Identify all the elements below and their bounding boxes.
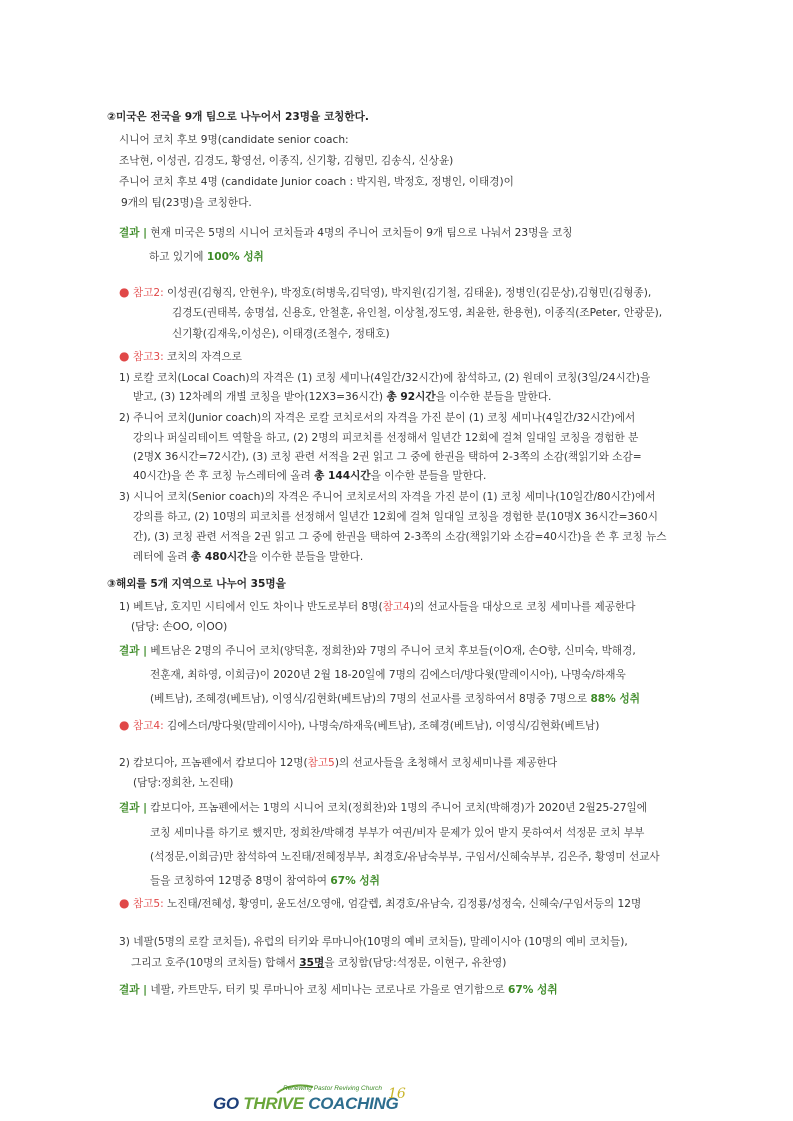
reference-2-line-2: 김경도(권태복, 송명섭, 신용호, 안철훈, 유인철, 이상철,정도영, 최윤한, 한용현), 이종직(조Peter, 안광문),	[172, 307, 663, 319]
reference-text: 코치의 자격으로	[163, 351, 243, 363]
reference-2-line-1	[119, 285, 651, 300]
bullet-icon: ●	[119, 718, 130, 732]
section-heading-usa: ②미국은 전국을 9개 팀으로 나누어서 23명을 코칭한다.	[107, 111, 369, 123]
cambodia-result-line-3: (석정문,이희금)만 참석하여 노진태/전혜정부부, 최경호/유남숙부부, 구임서/신혜숙부부, 김은주, 황영미 선교사	[150, 851, 660, 863]
bullet-icon: ●	[119, 285, 130, 299]
reference-4-line	[119, 718, 599, 733]
hours-total: 총 92시간	[386, 391, 436, 403]
bullet-icon: ●	[119, 896, 130, 910]
result-text: 현재 미국은 5명의 시니어 코치들과 4명의 주니어 코치들이 9개 팀으로 나눠서 23명을 코칭	[150, 227, 573, 239]
section-heading-overseas: ③해외를 5개 지역으로 나누어 35명을	[107, 578, 286, 590]
text-segment: 40시간)을 쓴 후 코칭 뉴스레터에 올려	[133, 470, 315, 482]
reference-label: 참고4:	[132, 720, 164, 732]
reference-label: 참고2:	[132, 287, 164, 299]
reference-text: 이성권(김형직, 안현우), 박정호(허병욱,김덕영), 박지원(김기철, 김태윤), 정병인(김문상),김형민(김형종),	[163, 287, 652, 299]
cambodia-result-line-1	[119, 801, 647, 815]
achievement-value: 100% 성취	[206, 251, 264, 263]
text-segment: 을 이수한 분들을 말한다.	[247, 551, 364, 563]
cambodia-line-1	[119, 756, 557, 770]
cambodia-result-line-2: 코칭 세미나를 하기로 했지만, 정희찬/박해경 부부가 여권/비자 문제가 있어 받지 못하여서 석정문 코치 부부	[150, 827, 645, 839]
result-label: 결과 |	[119, 227, 148, 239]
senior-coach-line-4	[133, 550, 363, 564]
logo-wordmark	[213, 1094, 398, 1114]
result-text: 캄보디아, 프놈펜에서는 1명의 시니어 코치(정희찬)와 1명의 주니어 코치(박해경)가 2020년 2월25-27일에	[147, 802, 647, 814]
vietnam-result-line-3	[150, 692, 640, 706]
vietnam-result-line-2: 전훈재, 최하영, 이희금)이 2020년 2월 18-20일에 7명의 김에스더/방다윗(말레이시아), 나명숙/하재욱	[150, 669, 626, 681]
senior-coach-line-2: 강의를 하고, (2) 10명의 피코치를 선정해서 일년간 12회에 걸쳐 일대일 코칭을 경험한 분(10명X 36시간=360시	[133, 511, 658, 523]
cambodia-result-line-4	[150, 874, 380, 888]
text-segment: 을 이수한 분들을 말한다.	[435, 391, 552, 403]
reference-text: 김에스더/방다윗(말레이시아), 나명숙/하재욱(베트남), 조혜경(베트남), 이영식/김현화(베트남)	[163, 720, 600, 732]
text-segment: 레터에 올려	[133, 551, 191, 563]
senior-coach-line-3: 간), (3) 코칭 관련 서적을 2권 읽고 그 중에 한권을 택하여 2-3쪽의 소감(책읽기와 소감=40시간)을 쓴 후 코칭 뉴스	[133, 531, 667, 543]
reference-5-line	[119, 896, 641, 911]
result-label: 결과 |	[119, 645, 148, 657]
text-segment: )의 선교사들을 대상으로 코칭 세미나를 제공한다	[409, 601, 636, 613]
hours-total: 총 480시간	[190, 551, 248, 563]
text-segment: 을 이수한 분들을 말한다.	[370, 470, 487, 482]
go-thrive-coaching-logo	[213, 1083, 413, 1117]
page-number: 16	[388, 1086, 406, 1102]
result-text: 네팔, 카트만두, 터키 및 루마니아 코칭 세미나는 코로나로 가을로 연기함으로	[147, 984, 509, 996]
logo-coaching: COACHING	[308, 1094, 399, 1113]
reference-2-line-3: 신기황(김재욱,이성은), 이태경(조철수, 정태호)	[172, 328, 390, 340]
vietnam-result-line-1	[119, 644, 636, 658]
senior-candidates-line: 시니어 코치 후보 9명(candidate senior coach:	[119, 134, 349, 146]
nepal-line-2	[131, 956, 506, 970]
result-label: 결과 |	[119, 984, 148, 996]
junior-candidates-line: 주니어 코치 후보 4명 (candidate Junior coach : 박지원, 박정호, 정병인, 이태경)이	[119, 176, 514, 188]
reference-label: 참고3:	[132, 351, 164, 363]
nepal-line-1: 3) 네팔(5명의 로칼 코치들), 유럽의 터키와 루마니아(10명의 예비 코치들), 말레이시아 (10명의 예비 코치들),	[119, 936, 628, 948]
local-coach-line-2	[133, 390, 551, 404]
senior-coach-line-1: 3) 시니어 코치(Senior coach)의 자격은 주니어 코치로서의 자격을 가진 분이 (1) 코칭 세미나(10일간/80시간)에서	[119, 491, 656, 503]
result-text: 하고 있기에	[149, 251, 207, 263]
reference-text: 노진태/전혜성, 황영미, 윤도선/오영애, 엄갈렙, 최경호/유남숙, 김정룡/성정숙, 신혜숙/구임서등의 12명	[163, 898, 642, 910]
achievement-value: 88% 성취	[590, 693, 640, 705]
achievement-value: 67% 성취	[330, 875, 380, 887]
usa-result-line-1	[119, 226, 572, 240]
junior-coach-line-1: 2) 주니어 코치(Junior coach)의 자격은 로칼 코치로서의 자격을 가진 분이 (1) 코칭 세미나(4일간/32시간)에서	[119, 412, 636, 424]
teams-line: 9개의 팀(23명)을 코칭한다.	[121, 197, 252, 209]
vietnam-line-2: (담당: 손OO, 이OO)	[131, 621, 228, 633]
reference-label: 참고5:	[132, 898, 164, 910]
text-segment: 1) 베트남, 호지민 시티에서 인도 차이나 반도로부터 8명(	[119, 601, 383, 613]
text-segment: 을 코칭함(담당:석정문, 이현구, 유찬영)	[324, 957, 507, 969]
logo-tagline: Renewing Pastor Reviving Church	[283, 1085, 382, 1092]
junior-coach-line-2: 강의나 퍼실리테이트 역할을 하고, (2) 2명의 피코치를 선정해서 일년간 12회에 걸쳐 일대일 코칭을 경험한 분	[133, 432, 639, 444]
reference-link: 참고4	[382, 601, 410, 613]
nepal-result-line	[119, 983, 558, 997]
reference-link: 참고5	[307, 757, 335, 769]
result-text: (베트남), 조혜경(베트남), 이영식/김현화(베트남)의 7명의 선교사를 코칭하여서 8명중 7명으로	[150, 693, 591, 705]
junior-coach-line-4	[133, 469, 486, 483]
logo-thrive: THRIVE	[243, 1094, 309, 1113]
logo-go: GO	[213, 1094, 244, 1113]
senior-candidates-names: 조낙현, 이성권, 김경도, 황영선, 이종직, 신기황, 김형민, 김송식, 신상윤)	[119, 155, 454, 167]
usa-result-line-2	[149, 250, 264, 264]
text-segment: 받고, (3) 12차례의 개별 코칭을 받아(12X3=36시간)	[133, 391, 387, 403]
text-segment: 그리고 호주(10명의 코치들) 합해서	[131, 957, 300, 969]
bullet-icon: ●	[119, 349, 130, 363]
result-label: 결과 |	[119, 802, 148, 814]
reference-3-line	[119, 349, 242, 364]
hours-total: 총 144시간	[314, 470, 371, 482]
vietnam-line-1	[119, 600, 635, 614]
result-text: 들을 코칭하여 12명중 8명이 참여하여	[150, 875, 331, 887]
total-count: 35명	[299, 957, 325, 969]
junior-coach-line-3: (2명X 36시간=72시간), (3) 코칭 관련 서적을 2권 읽고 그 중에 한권을 택하여 2-3쪽의 소감(책읽기와 소감=	[133, 451, 642, 463]
local-coach-line-1: 1) 로칼 코치(Local Coach)의 자격은 (1) 코칭 세미나(4일간/32시간)에 참석하고, (2) 원데이 코칭(3일/24시간)을	[119, 372, 651, 384]
result-text: 베트남은 2명의 주니어 코치(양덕훈, 정희찬)와 7명의 주니어 코치 후보들(이O재, 손O향, 신미숙, 박해경,	[147, 645, 636, 657]
achievement-value: 67% 성취	[508, 984, 558, 996]
text-segment: 2) 캄보디아, 프놈펜에서 캄보디아 12명(	[119, 757, 308, 769]
text-segment: )의 선교사들을 초청해서 코칭세미나를 제공한다	[334, 757, 558, 769]
cambodia-line-2: (담당:정희찬, 노진태)	[133, 777, 234, 789]
